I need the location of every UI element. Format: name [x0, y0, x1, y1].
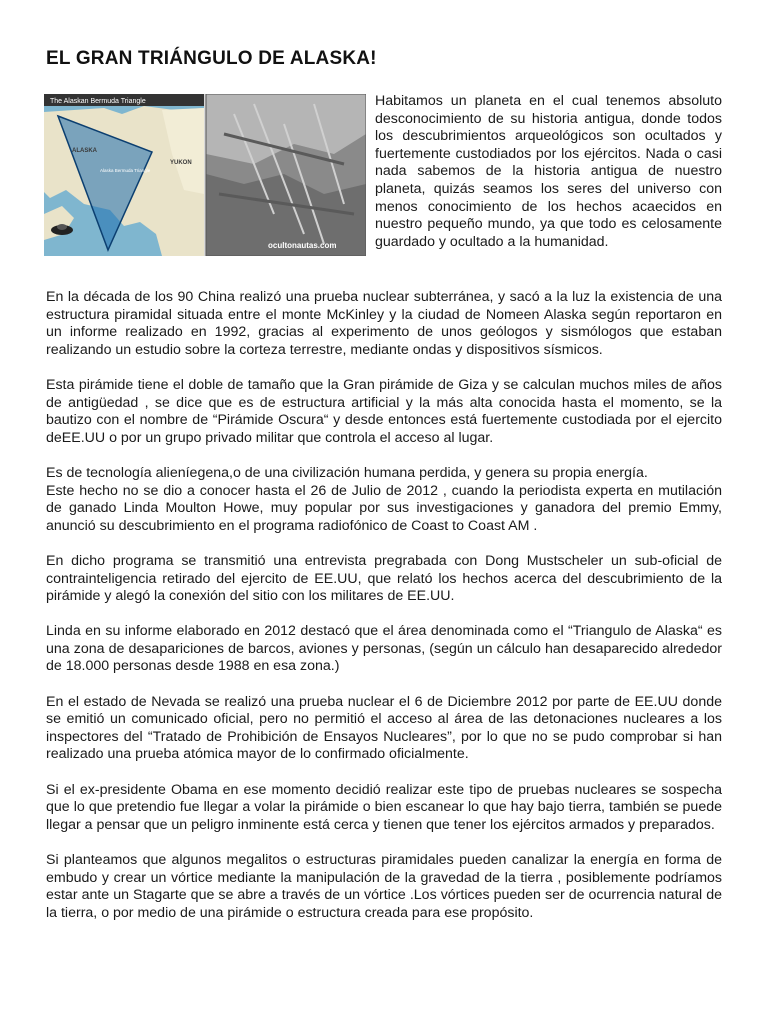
body-paragraph: Es de tecnología alieníegena,o de una civilización humana perdida, y genera su propia energía.: [46, 464, 648, 481]
body-paragraph: Si el ex-presidente Obama en ese momento decidió realizar este tipo de pruebas nucleares se sospecha que lo que pretendio fue llegar a volar la pirámide o bien escanear lo que hay bajo tierra, también se puede llegar a pensar que un peligro inminente está cerca y tienen que tener los ejércitos armados y preparados.: [46, 781, 722, 833]
body-paragraph: En la década de los 90 China realizó una prueba nuclear subterránea, y sacó a la luz la existencia de una estructura piramidal situada entre el monte McKinley y la ciudad de Nomeen Alaska según reportaron en un informe realizado en 1992, gracias al experimento de unos geólogos y sismólogos que estaban realizando un estudio sobre la corteza terrestre, mediante ondas y dispositivos sísmicos.: [46, 289, 722, 358]
article-body: [46, 289, 722, 940]
body-paragraph: Este hecho no se dio a conocer hasta el 26 de Julio de 2012 , cuando la periodista experta en mutilación de ganado Linda Moulton Howe, muy popular por sus investigaciones y ganadora del premio Emmy, anunció su descubrimiento en el programa radiofónico de Coast to Coast AM .: [46, 482, 722, 534]
figure-illustration: [44, 94, 366, 256]
body-paragraph: Linda en su informe elaborado en 2012 destacó que el área denominada como el “Triangulo de Alaska“ es una zona de desapariciones de barcos, aviones y personas, (según un cálculo han desaparecido alrededor de 18.000 personas desde 1988 en esa zona.): [46, 623, 722, 675]
intro-paragraph: Habitamos un planeta en el cual tenemos absoluto desconocimiento de su historia antigua, donde todos los descubrimientos arqueológicos son ocultados y fuertemente custodiados por los ejércitos. Nada o casi nada sabemos de la historia antigua de nuestro planeta, quizás seamos los seres del universo con menos conocimiento de los hechos acaecidos en nuestro pequeño mundo, ya que todo es celosamente guardado y ocultado a la humanidad.: [375, 93, 722, 250]
map-label-triangle: Alaska Bermuda Triangle: [100, 168, 151, 173]
alaska-map-image: [44, 94, 204, 256]
body-paragraph: Si planteamos que algunos megalitos o estructuras piramidales pueden canalizar la energía en forma de embudo y crear un vórtice mediante la manipulación de la gravedad de la tierra , posiblemente podríamos estar ante un Stagarte que se abre a través de un vórtice .Los vórtices pueden ser de ocurrencia natural de la tierra, o por medio de una pirámide o estructura creada para ese propósito.: [46, 852, 722, 921]
article-figure: [44, 94, 366, 256]
map-caption: The Alaskan Bermuda Triangle: [50, 98, 146, 105]
body-paragraph: En dicho programa se transmitió una entrevista pregrabada con Dong Mustscheler un sub-oficial de contrainteligencia retirado del ejercito de EE.UU, que relató los hechos acerca del descubrimiento de la pirámide y alegó la conexión del sitio con los militares de EE.UU.: [46, 552, 722, 605]
map-label-yukon: YUKON: [170, 160, 192, 166]
body-paragraph: En el estado de Nevada se realizó una prueba nuclear el 6 de Diciembre 2012 por parte de EE.UU donde se emitió un comunicado oficial, pero no permitió el acceso al área de las detonaciones nucleares a los inspectores del “Tratado de Prohibición de Ensayos Nucleares”, por lo que no se pudo comprobar si han realizado una prueba atómica mayor de lo confirmado oficialmente.: [46, 693, 722, 763]
map-label-alaska: ALASKA: [72, 148, 97, 154]
image-watermark: ocultonautas.com: [268, 241, 337, 250]
document-title: EL GRAN TRIÁNGULO DE ALASKA!: [46, 48, 377, 69]
body-paragraph: Esta pirámide tiene el doble de tamaño que la Gran pirámide de Giza y se calculan muchos miles de años de antigüedad , se dice que es de estructura artificial y la más alta conocida hasta el momento, se la bautizo con el nombre de “Pirámide Oscura“ y desde entonces está fuertemente custodiada por el ejercito deEE.UU o por un grupo privado militar que controla el acceso al lugar.: [46, 376, 722, 446]
satellite-terrain-image: [206, 94, 366, 256]
